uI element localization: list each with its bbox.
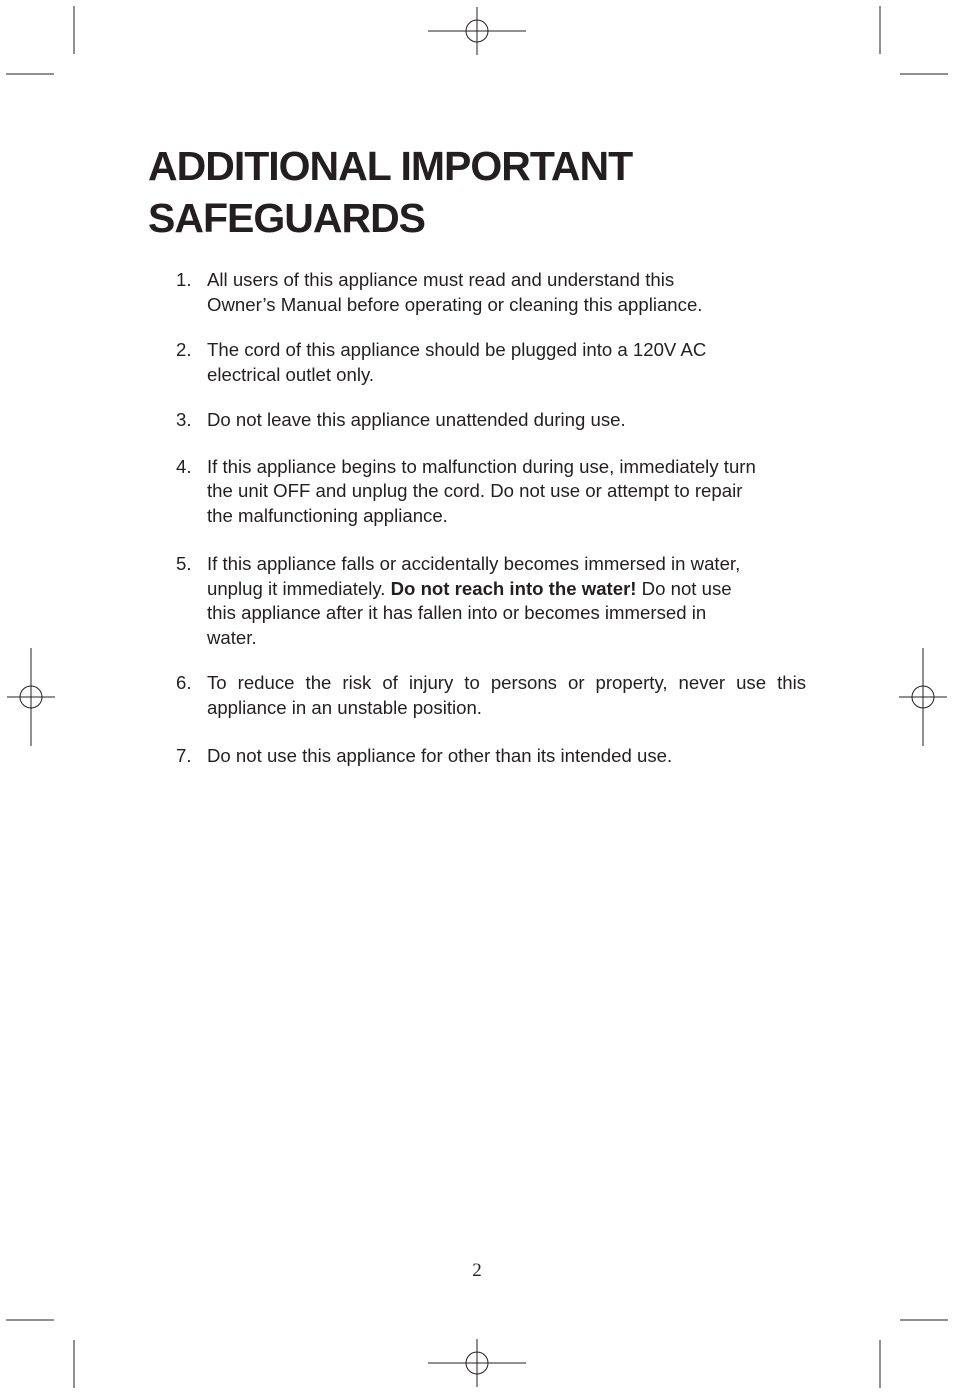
registration-mark-bottom [428, 1339, 526, 1387]
page-title-line-1: ADDITIONAL IMPORTANT [148, 143, 633, 189]
item-text: To reduce the risk of injury to persons or property, never use this [207, 672, 806, 693]
item-number: 5. [176, 553, 192, 574]
item-number: 2. [176, 339, 192, 360]
safeguards-list [176, 268, 806, 769]
item-text: appliance in an unstable position. [207, 696, 482, 718]
item-text: The cord of this appliance should be plugged into a 120V AC [207, 339, 707, 360]
item-text: water. [207, 626, 257, 648]
item-text [207, 577, 806, 602]
item-number: 7. [176, 745, 192, 766]
item-text-part: unplug it immediately. [207, 577, 391, 599]
item-number: 4. [176, 455, 192, 477]
page-number: 2 [472, 1260, 482, 1281]
page-title [148, 140, 848, 244]
list-item [176, 408, 806, 433]
registration-mark-left [7, 648, 55, 746]
item-text: If this appliance begins to malfunction during use, immediately turn [207, 455, 756, 477]
item-number: 6. [176, 672, 192, 693]
list-item [176, 338, 806, 387]
item-text: this appliance after it has fallen into or becomes immersed in [207, 602, 707, 623]
list-item [176, 671, 806, 720]
item-text: the unit OFF and unplug the cord. Do not use or attempt to repair [207, 480, 743, 501]
warning-emphasis: Do not reach into the water! [390, 577, 637, 599]
registration-mark-right [899, 648, 947, 746]
page-title-line-2: SAFEGUARDS [148, 195, 426, 241]
list-item [176, 268, 806, 317]
list-item [176, 455, 806, 529]
item-text-part: Do not use [636, 577, 732, 599]
list-item [176, 744, 806, 769]
item-text: electrical outlet only. [207, 363, 375, 385]
item-text: the malfunctioning appliance. [207, 504, 448, 526]
registration-mark-top [428, 7, 526, 55]
list-item [176, 552, 806, 650]
item-text: Do not leave this appliance unattended during use. [207, 409, 626, 430]
item-text: All users of this appliance must read and understand this [207, 269, 675, 290]
item-text: Do not use this appliance for other than its intended use. [207, 745, 673, 766]
item-number: 3. [176, 409, 192, 430]
item-text: If this appliance falls or accidentally becomes immersed in water, [207, 553, 741, 574]
item-number: 1. [176, 269, 192, 290]
item-text: Owner’s Manual before operating or cleaning this appliance. [207, 293, 703, 315]
